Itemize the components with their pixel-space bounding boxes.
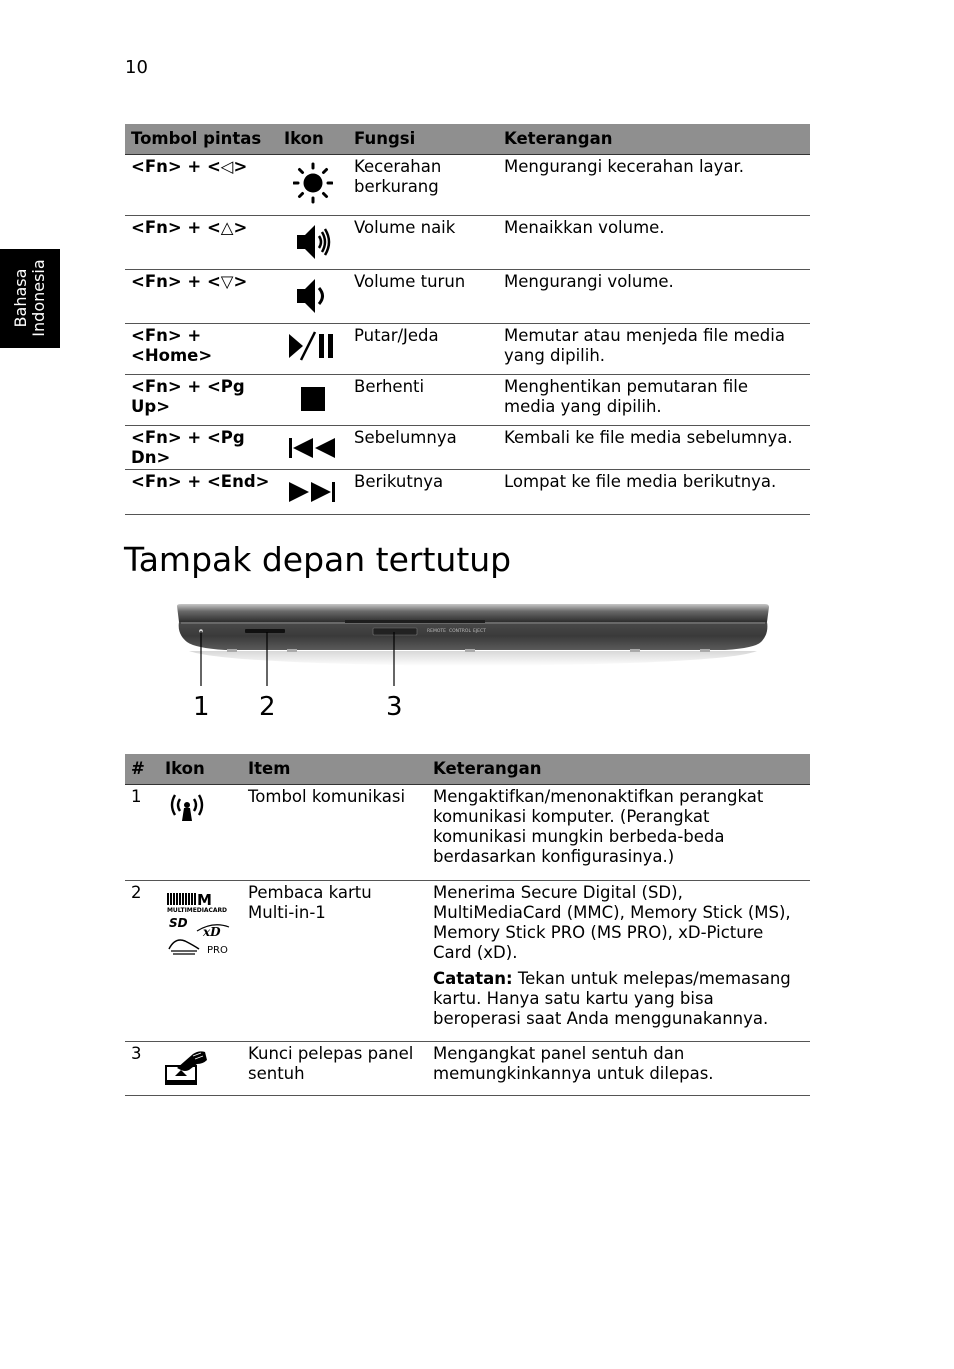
- table-row: [125, 1041, 810, 1095]
- table-row: [125, 323, 810, 374]
- description-cell: Mengaktifkan/menonaktifkan perangkat komunikasi komputer. (Perangkat komunikasi mungkin berbeda-beda berdasarkan konfigurasinya.): [427, 784, 810, 880]
- header-function: Fungsi: [348, 124, 498, 154]
- side-tab-line1: Bahasa: [11, 268, 30, 328]
- number-cell: 1: [125, 784, 159, 880]
- table-row: [125, 269, 810, 323]
- number-cell: 2: [125, 880, 159, 1041]
- hotkey-cell: <Fn> + <End>: [125, 469, 278, 514]
- stop-icon: [298, 381, 328, 413]
- function-cell: Berhenti: [348, 374, 498, 425]
- front-header-row: [125, 754, 810, 784]
- volume-up-icon: [293, 222, 333, 262]
- description-cell: [427, 880, 810, 1041]
- table-row: [125, 374, 810, 425]
- callout-2: 2: [259, 692, 276, 722]
- description-cell: Mengurangi kecerahan layar.: [498, 154, 810, 215]
- volume-down-icon: [293, 276, 333, 316]
- previous-icon: [287, 432, 339, 462]
- xd-logo-text: xD: [203, 924, 221, 939]
- laptop-front-illustration: [165, 598, 790, 690]
- function-cell: Volume turun: [348, 269, 498, 323]
- description-cell: Mengurangi volume.: [498, 269, 810, 323]
- header-item: Item: [242, 754, 427, 784]
- description-cell: Kembali ke file media sebelumnya.: [498, 425, 810, 469]
- table-row: [125, 469, 810, 514]
- table-row: [125, 154, 810, 215]
- description-cell: Memutar atau menjeda file media yang dipilih.: [498, 323, 810, 374]
- function-cell: Berikutnya: [348, 469, 498, 514]
- card-reader-note: [433, 969, 804, 1029]
- table-row: [125, 425, 810, 469]
- page-number: 10: [125, 57, 148, 78]
- number-cell: 3: [125, 1041, 159, 1095]
- table-row: [125, 784, 810, 880]
- table-row: [125, 880, 810, 1041]
- label-control: CONTROL: [449, 629, 471, 634]
- hotkey-cell: <Fn> + <△>: [125, 215, 278, 269]
- hotkey-cell: <Fn> + <▽>: [125, 269, 278, 323]
- pro-logo-text: PRO: [207, 944, 228, 956]
- item-cell: Tombol komunikasi: [242, 784, 427, 880]
- item-cell: Pembaca kartu Multi-in-1: [242, 880, 427, 1041]
- card-slot: [245, 629, 285, 633]
- header-description: Keterangan: [427, 754, 810, 784]
- function-cell: Putar/Jeda: [348, 323, 498, 374]
- function-cell: Volume naik: [348, 215, 498, 269]
- next-icon: [287, 476, 339, 506]
- header-number: #: [125, 754, 159, 784]
- description-cell: Menaikkan volume.: [498, 215, 810, 269]
- hotkey-cell: <Fn> + <Pg Up>: [125, 374, 278, 425]
- hotkeys-table: [125, 124, 810, 515]
- table-row: [125, 215, 810, 269]
- hotkey-cell: <Fn> + <◁>: [125, 154, 278, 215]
- callout-1: 1: [193, 692, 210, 722]
- play-pause-icon: [287, 330, 339, 362]
- mmc-logo-text: MULTIMEDIACARD: [167, 906, 227, 914]
- note-label: Catatan:: [433, 968, 513, 988]
- touchpad-release-icon: [163, 1048, 209, 1088]
- note-text: Tekan untuk melepas/memasang kartu. Hanya satu kartu yang bisa beroperasi saat Anda menggunakannya.: [433, 968, 791, 1028]
- hotkey-cell: <Fn> + <Home>: [125, 323, 278, 374]
- function-cell: Sebelumnya: [348, 425, 498, 469]
- header-description: Keterangan: [498, 124, 810, 154]
- label-eject: EJECT: [473, 629, 486, 634]
- description-cell: Menghentikan pemutaran file media yang dipilih.: [498, 374, 810, 425]
- header-hotkey: Tombol pintas: [125, 124, 278, 154]
- side-tab-line2: Indonesia: [29, 259, 48, 337]
- section-title: Tampak depan tertutup: [124, 540, 512, 579]
- header-icon: Ikon: [278, 124, 348, 154]
- card-reader-description: Menerima Secure Digital (SD), MultiMediaCard (MMC), Memory Stick (MS), Memory Stick PRO (MS PRO), xD-Picture Card (xD).: [433, 882, 791, 962]
- item-cell: Kunci pelepas panel sentuh: [242, 1041, 427, 1095]
- header-icon: Ikon: [159, 754, 242, 784]
- release-latch: [373, 628, 417, 635]
- hotkey-cell: <Fn> + <Pg Dn>: [125, 425, 278, 469]
- wireless-icon: [167, 791, 207, 825]
- function-cell: Kecerahan berkurang: [348, 154, 498, 215]
- mmc-m-letter: M: [197, 890, 212, 909]
- front-items-table: [125, 754, 810, 1096]
- callout-3: 3: [386, 692, 403, 722]
- language-side-tab: [0, 249, 60, 348]
- description-cell: Lompat ke file media berikutnya.: [498, 469, 810, 514]
- description-cell: Mengangkat panel sentuh dan memungkinkannya untuk dilepas.: [427, 1041, 810, 1095]
- sd-logo-text: SD: [169, 915, 188, 930]
- hotkeys-header-row: [125, 124, 810, 154]
- card-reader-icon: [163, 891, 233, 957]
- brightness-icon: [293, 161, 333, 205]
- label-remote: REMOTE: [427, 629, 446, 634]
